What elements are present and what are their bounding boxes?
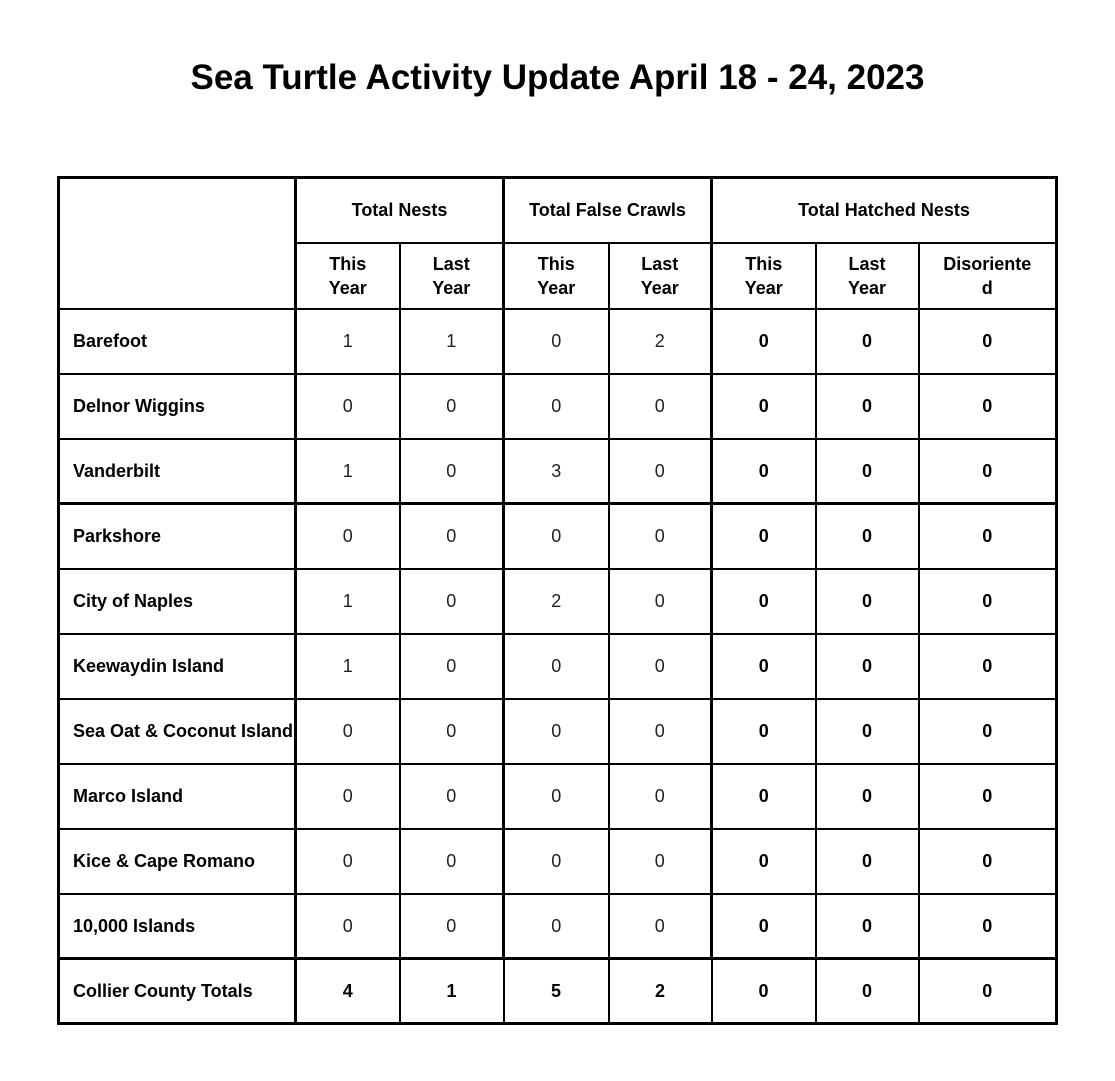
cell-hatched-last-year: 0	[816, 959, 919, 1024]
cell-hatched-last-year: 0	[816, 569, 919, 634]
cell-nests-last-year: 0	[400, 699, 504, 764]
subheader-nests-this-year: This Year	[296, 243, 400, 309]
cell-crawls-last-year: 0	[609, 569, 712, 634]
cell-crawls-last-year: 0	[609, 504, 712, 569]
cell-nests-this-year: 4	[296, 959, 400, 1024]
table-row	[59, 439, 1057, 504]
header-total-false-crawls: Total False Crawls	[504, 178, 712, 243]
cell-hatched-this-year: 0	[712, 374, 816, 439]
cell-nests-this-year: 1	[296, 569, 400, 634]
cell-hatched-this-year: 0	[712, 504, 816, 569]
cell-disoriented: 0	[919, 634, 1057, 699]
cell-hatched-last-year: 0	[816, 699, 919, 764]
cell-nests-last-year: 0	[400, 829, 504, 894]
cell-hatched-this-year: 0	[712, 959, 816, 1024]
cell-crawls-this-year: 0	[504, 634, 609, 699]
beach-name: Parkshore	[59, 504, 296, 569]
cell-disoriented: 0	[919, 439, 1057, 504]
cell-hatched-this-year: 0	[712, 634, 816, 699]
cell-crawls-this-year: 0	[504, 699, 609, 764]
cell-nests-this-year: 1	[296, 439, 400, 504]
cell-nests-this-year: 0	[296, 374, 400, 439]
table-row	[59, 309, 1057, 374]
beach-name: Sea Oat & Coconut Island	[59, 699, 296, 764]
beach-name: City of Naples	[59, 569, 296, 634]
totals-label: Collier County Totals	[59, 959, 296, 1024]
cell-hatched-last-year: 0	[816, 894, 919, 959]
cell-nests-last-year: 0	[400, 504, 504, 569]
cell-hatched-this-year: 0	[712, 894, 816, 959]
cell-crawls-this-year: 0	[504, 309, 609, 374]
cell-crawls-last-year: 0	[609, 439, 712, 504]
subheader-hatched-last-year: Last Year	[816, 243, 919, 309]
cell-hatched-last-year: 0	[816, 829, 919, 894]
cell-crawls-last-year: 0	[609, 764, 712, 829]
subheader-hatched-this-year: This Year	[712, 243, 816, 309]
cell-nests-this-year: 1	[296, 634, 400, 699]
sea-turtle-activity-table	[57, 176, 1058, 1025]
cell-crawls-last-year: 0	[609, 894, 712, 959]
cell-disoriented: 0	[919, 309, 1057, 374]
cell-hatched-this-year: 0	[712, 699, 816, 764]
cell-disoriented: 0	[919, 894, 1057, 959]
cell-disoriented: 0	[919, 569, 1057, 634]
cell-crawls-this-year: 0	[504, 829, 609, 894]
header-total-hatched-nests: Total Hatched Nests	[712, 178, 1057, 243]
cell-nests-last-year: 0	[400, 894, 504, 959]
cell-hatched-last-year: 0	[816, 504, 919, 569]
cell-hatched-this-year: 0	[712, 309, 816, 374]
table-row	[59, 504, 1057, 569]
cell-disoriented: 0	[919, 829, 1057, 894]
table-row	[59, 894, 1057, 959]
cell-crawls-last-year: 0	[609, 374, 712, 439]
cell-disoriented: 0	[919, 959, 1057, 1024]
header-group-row	[59, 178, 1057, 243]
table-row	[59, 374, 1057, 439]
table-row	[59, 764, 1057, 829]
cell-nests-last-year: 0	[400, 634, 504, 699]
cell-nests-this-year: 0	[296, 764, 400, 829]
cell-disoriented: 0	[919, 699, 1057, 764]
cell-crawls-this-year: 2	[504, 569, 609, 634]
cell-nests-last-year: 0	[400, 374, 504, 439]
cell-nests-this-year: 0	[296, 829, 400, 894]
cell-crawls-last-year: 0	[609, 829, 712, 894]
table-row	[59, 699, 1057, 764]
cell-hatched-last-year: 0	[816, 309, 919, 374]
beach-name: 10,000 Islands	[59, 894, 296, 959]
cell-nests-last-year: 0	[400, 569, 504, 634]
cell-disoriented: 0	[919, 374, 1057, 439]
page-title: Sea Turtle Activity Update April 18 - 24, 2023	[190, 58, 925, 97]
cell-nests-last-year: 1	[400, 309, 504, 374]
cell-nests-last-year: 1	[400, 959, 504, 1024]
table-row	[59, 634, 1057, 699]
cell-nests-last-year: 0	[400, 439, 504, 504]
header-corner-cell	[59, 178, 296, 309]
cell-hatched-this-year: 0	[712, 439, 816, 504]
totals-row	[59, 959, 1057, 1024]
cell-crawls-last-year: 2	[609, 959, 712, 1024]
beach-name: Marco Island	[59, 764, 296, 829]
table-row	[59, 829, 1057, 894]
cell-crawls-this-year: 0	[504, 764, 609, 829]
subheader-crawls-this-year: This Year	[504, 243, 609, 309]
beach-name: Vanderbilt	[59, 439, 296, 504]
cell-nests-this-year: 0	[296, 894, 400, 959]
cell-crawls-this-year: 0	[504, 894, 609, 959]
beach-name: Kice & Cape Romano	[59, 829, 296, 894]
cell-crawls-last-year: 0	[609, 634, 712, 699]
cell-crawls-this-year: 3	[504, 439, 609, 504]
cell-nests-last-year: 0	[400, 764, 504, 829]
cell-disoriented: 0	[919, 764, 1057, 829]
beach-name: Delnor Wiggins	[59, 374, 296, 439]
cell-disoriented: 0	[919, 504, 1057, 569]
cell-crawls-this-year: 5	[504, 959, 609, 1024]
table-row	[59, 569, 1057, 634]
subheader-crawls-last-year: Last Year	[609, 243, 712, 309]
beach-name: Barefoot	[59, 309, 296, 374]
cell-hatched-last-year: 0	[816, 634, 919, 699]
header-total-nests: Total Nests	[296, 178, 504, 243]
cell-crawls-last-year: 2	[609, 309, 712, 374]
cell-nests-this-year: 1	[296, 309, 400, 374]
cell-hatched-this-year: 0	[712, 764, 816, 829]
cell-hatched-last-year: 0	[816, 374, 919, 439]
cell-hatched-this-year: 0	[712, 569, 816, 634]
cell-crawls-this-year: 0	[504, 374, 609, 439]
cell-hatched-last-year: 0	[816, 439, 919, 504]
subheader-disoriented: Disoriente d	[919, 243, 1057, 309]
cell-nests-this-year: 0	[296, 699, 400, 764]
subheader-nests-last-year: Last Year	[400, 243, 504, 309]
cell-hatched-last-year: 0	[816, 764, 919, 829]
cell-crawls-last-year: 0	[609, 699, 712, 764]
cell-crawls-this-year: 0	[504, 504, 609, 569]
beach-name: Keewaydin Island	[59, 634, 296, 699]
cell-hatched-this-year: 0	[712, 829, 816, 894]
cell-nests-this-year: 0	[296, 504, 400, 569]
